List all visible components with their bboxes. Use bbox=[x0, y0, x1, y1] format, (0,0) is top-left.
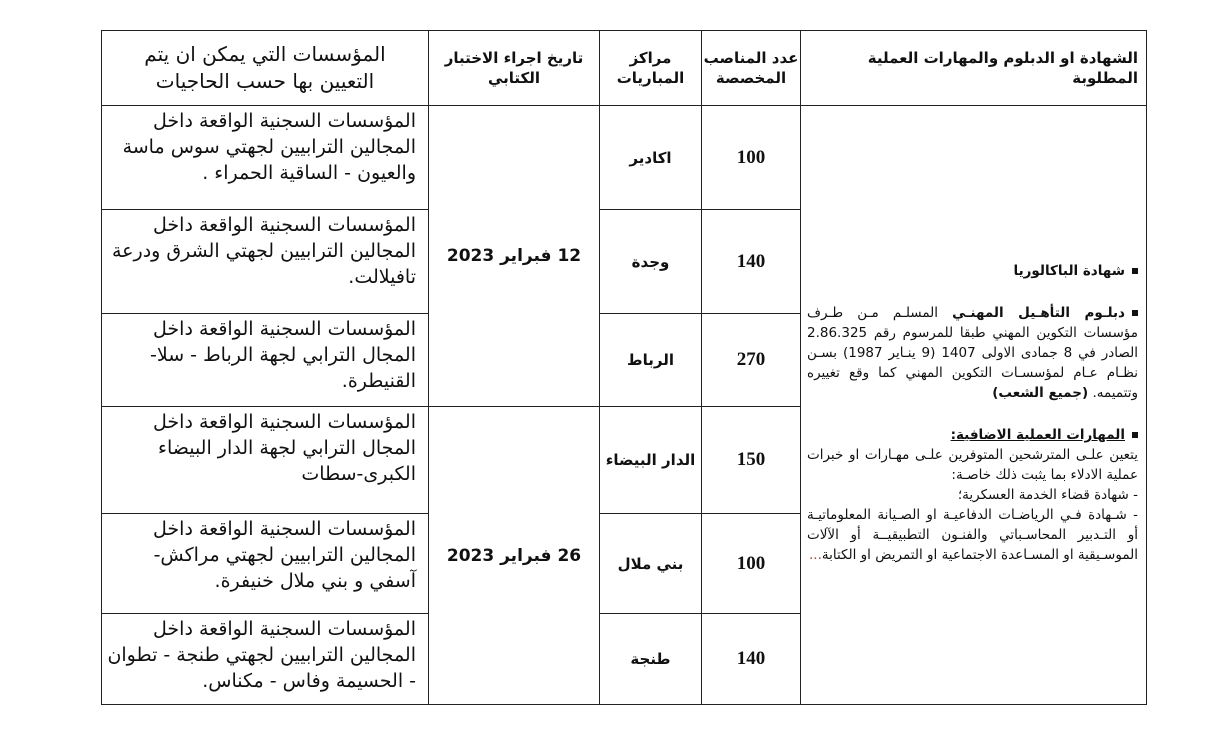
center-cell: الرباط bbox=[600, 314, 702, 407]
header-positions: عدد المناصب المخصصة bbox=[702, 31, 801, 106]
header-centers: مراكز المباريات bbox=[600, 31, 702, 106]
institutions-cell: المؤسسات السجنية الواقعة داخل المجالين الترابيين لجهتي طنجة - تطوان - الحسيمة وفاس - مكناس. bbox=[102, 614, 429, 705]
skills-intro: يتعين علـى المترشحين المتوفرين علـى مهـارات او خبرات عملية الادلاء بما يثبت ذلك خاصـة: bbox=[807, 447, 1138, 483]
table-row bbox=[102, 106, 1147, 210]
positions-cell: 100 bbox=[702, 514, 801, 614]
positions-cell: 270 bbox=[702, 314, 801, 407]
institutions-cell: المؤسسات السجنية الواقعة داخل المجالين الترابيين لجهتي مراكش- آسفي و بني ملال خنيفرة. bbox=[102, 514, 429, 614]
institutions-cell: المؤسسات السجنية الواقعة داخل المجالين الترابيين لجهتي الشرق ودرعة تافيلالت. bbox=[102, 210, 429, 314]
institutions-cell: المؤسسات السجنية الواقعة داخل المجال الترابي لجهة الرباط - سلا- القنيطرة. bbox=[102, 314, 429, 407]
center-cell: اكادير bbox=[600, 106, 702, 210]
positions-cell: 100 bbox=[702, 106, 801, 210]
requirements-cell bbox=[801, 106, 1147, 705]
skill-other: - شـهادة فـي الرياضـات الدفاعيـة او الصـيانة المعلوماتيـة أو التـدبير المحاسـباتي والفنـون التطبيقيــة أو الآلات الموسـيقية او المسـاعدة الاجتماعية او التمريض او الكتابة... bbox=[807, 507, 1138, 563]
exam-date-cell: 26 فبراير 2023 bbox=[429, 407, 600, 705]
institutions-cell: المؤسسات السجنية الواقعة داخل المجالين الترابيين لجهتي سوس ماسة والعيون - الساقية الحمراء . bbox=[102, 106, 429, 210]
skills-title: المهارات العملية الاضافية: bbox=[807, 425, 1138, 445]
positions-cell: 140 bbox=[702, 614, 801, 705]
recruitment-table bbox=[101, 30, 1147, 705]
header-exam-date: تاريخ اجراء الاختبار الكتابي bbox=[429, 31, 600, 106]
bullet-icon bbox=[1132, 432, 1138, 438]
institutions-cell: المؤسسات السجنية الواقعة داخل المجال الترابي لجهة الدار البيضاء الكبرى-سطات bbox=[102, 407, 429, 514]
center-cell: الدار البيضاء bbox=[600, 407, 702, 514]
bullet-icon bbox=[1132, 268, 1138, 274]
header-institutions: المؤسسات التي يمكن ان يتم التعيين بها حسب الحاجيات bbox=[102, 31, 429, 106]
center-cell: طنجة bbox=[600, 614, 702, 705]
header-requirements: الشهادة او الدبلوم والمهارات العملية المطلوبة bbox=[801, 31, 1147, 106]
positions-cell: 140 bbox=[702, 210, 801, 314]
bullet-icon bbox=[1132, 310, 1138, 316]
requirement-diploma: دبلـوم التأهـيل المهنـي المسلـم مـن طـرف مؤسسات التكوين المهني طبقا للمرسوم رقم 2.86.325 الصادر في 8 جمادى الاولى 1407 (9 ينـاير 1987) بسـن نظـام عـام لمؤسسـات التكوين المهني كما وقع تغييره وتتميمه. (جميع الشعب) bbox=[807, 305, 1138, 401]
requirement-baccalaureate: شهادة الباكالوريا bbox=[807, 261, 1138, 281]
positions-cell: 150 bbox=[702, 407, 801, 514]
header-row bbox=[102, 31, 1147, 106]
skill-military: - شهادة قضاء الخدمة العسكرية؛ bbox=[957, 487, 1138, 503]
exam-date-cell: 12 فبراير 2023 bbox=[429, 106, 600, 407]
center-cell: وجدة bbox=[600, 210, 702, 314]
center-cell: بني ملال bbox=[600, 514, 702, 614]
